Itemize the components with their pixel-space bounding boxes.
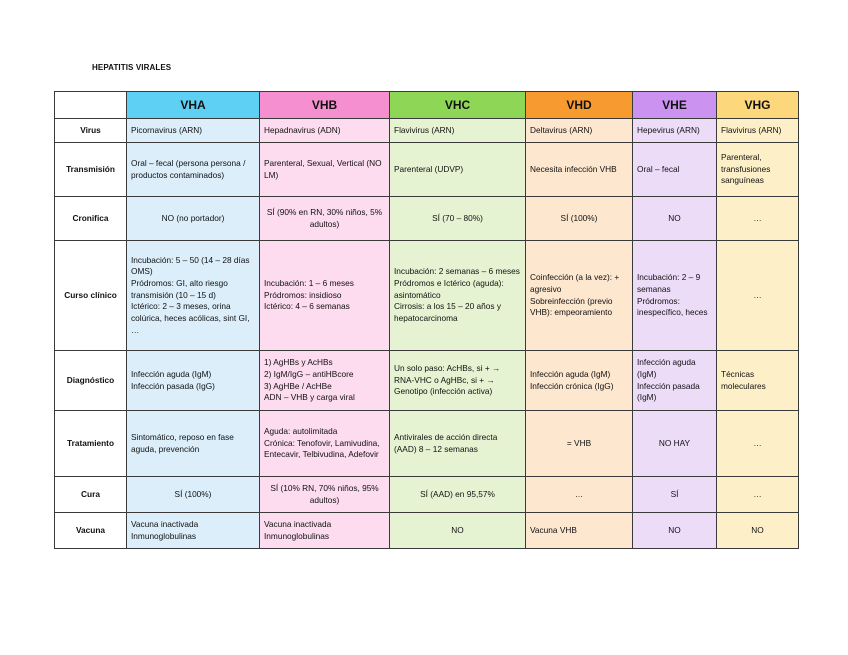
cell-line: Cirrosis: a los 15 – 20 años y hepatocarcinoma <box>394 301 501 323</box>
cell-line: Genotipo (infección activa) <box>394 386 493 397</box>
cell-transmision-vhc: Parenteral (UDVP) <box>390 143 526 197</box>
row-label-curso-clinico: Curso clínico <box>55 241 127 351</box>
row-label-cronifica: Cronifica <box>55 197 127 241</box>
cell-line: Sobreinfección (previo VHB): empeoramiento <box>530 295 613 318</box>
cell-line: Pródromos: insidioso <box>264 289 342 300</box>
cell-line: Incubación: 5 – 50 (14 – 28 días OMS) <box>131 254 250 277</box>
cell-virus-vhc: Flavivirus (ARN) <box>390 119 526 143</box>
cell-virus-vhd: Deltavirus (ARN) <box>526 119 633 143</box>
cell-tratamiento-vhc <box>390 411 526 477</box>
cell-line: Antivirales de acción directa (AAD) 8 – 12 semanas <box>394 431 498 454</box>
cell-vacuna-vhd <box>526 513 633 549</box>
cell-cura-vha: SÍ (100%) <box>127 477 260 513</box>
cell-line: NO <box>668 524 681 535</box>
row-diagnostico <box>55 351 799 411</box>
cell-line: 3) AgHBe / AcHBe <box>264 380 332 391</box>
cell-cura-vhe: SÍ <box>633 477 717 513</box>
cell-diagnostico-vha <box>127 351 260 411</box>
cell-vacuna-vhb <box>260 513 390 549</box>
cell-cronifica-vhg: … <box>717 197 799 241</box>
cell-line: Ictérico: 4 – 6 semanas <box>264 301 350 312</box>
cell-diagnostico-vhd <box>526 351 633 411</box>
header-vhd: VHD <box>526 92 633 119</box>
cell-cronifica-vhc: SÍ (70 – 80%) <box>390 197 526 241</box>
row-tratamiento <box>55 411 799 477</box>
header-vhb: VHB <box>260 92 390 119</box>
cell-cura-vhg: … <box>717 477 799 513</box>
row-cronifica <box>55 197 799 241</box>
cell-line: Inmunoglobulinas <box>131 530 197 541</box>
cell-line: Vacuna VHB <box>530 524 577 535</box>
cell-tratamiento-vhb <box>260 411 390 477</box>
cell-transmision-vhg: Parenteral, transfusiones sanguíneas <box>717 143 799 197</box>
cell-line: Vacuna inactivada <box>264 518 332 529</box>
row-curso-clinico <box>55 241 799 351</box>
cell-virus-vha: Picornavirus (ARN) <box>127 119 260 143</box>
cell-line: Infección crónica (IgG) <box>530 380 614 391</box>
cell-vacuna-vhc <box>390 513 526 549</box>
cell-vacuna-vhg <box>717 513 799 549</box>
cell-line: Infección pasada (IgM) <box>637 380 700 403</box>
row-vacuna <box>55 513 799 549</box>
cell-line: Ictérico: 2 – 3 meses, orina colúrica, heces acólicas, sint GI, … <box>131 301 250 335</box>
cell-vacuna-vhe <box>633 513 717 549</box>
cell-curso-clinico-vhe <box>633 241 717 351</box>
cell-diagnostico-vhc <box>390 351 526 411</box>
cell-cura-vhc: SÍ (AAD) en 95,57% <box>390 477 526 513</box>
cell-line: NO HAY <box>658 437 691 448</box>
row-label-cura: Cura <box>55 477 127 513</box>
cell-diagnostico-vhb <box>260 351 390 411</box>
cell-line: Incubación: 2 – 9 semanas <box>637 272 701 294</box>
cell-line: Infección aguda (IgM) <box>530 368 611 379</box>
cell-transmision-vhb: Parenteral, Sexual, Vertical (NO LM) <box>260 143 390 197</box>
cell-line: Pródromos: inespecífico, heces <box>637 295 708 318</box>
cell-vacuna-vha <box>127 513 260 549</box>
header-row <box>55 92 799 119</box>
row-cura <box>55 477 799 513</box>
cell-line: Coinfección (a la vez): + agresivo <box>530 272 620 294</box>
cell-cura-vhd: … <box>526 477 633 513</box>
cell-line: NO <box>451 524 464 535</box>
cell-cronifica-vha: NO (no portador) <box>127 197 260 241</box>
row-label-virus: Virus <box>55 119 127 143</box>
cell-diagnostico-vhg <box>717 351 799 411</box>
header-vhg: VHG <box>717 92 799 119</box>
cell-line: Incubación: 2 semanas – 6 meses <box>394 266 520 277</box>
cell-curso-clinico-vhd <box>526 241 633 351</box>
cell-line: … <box>753 437 762 448</box>
cell-line: Infección aguda (IgM) <box>131 368 212 379</box>
hepatitis-table <box>54 91 799 549</box>
cell-tratamiento-vha <box>127 411 260 477</box>
cell-cronifica-vhb: SÍ (90% en RN, 30% niños, 5% adultos) <box>260 197 390 241</box>
row-transmision <box>55 143 799 197</box>
row-label-vacuna: Vacuna <box>55 513 127 549</box>
cell-line: Aguda: autolimitada <box>264 426 338 437</box>
cell-line: Infección aguda (IgM) <box>637 357 696 379</box>
cell-curso-clinico-vhg <box>717 241 799 351</box>
cell-line: = VHB <box>566 437 592 448</box>
cell-virus-vhg: Flavivirus (ARN) <box>717 119 799 143</box>
cell-line: Pródromos e Ictérico (aguda): asintomático <box>394 278 504 300</box>
header-vha: VHA <box>127 92 260 119</box>
cell-line: Inmunoglobulinas <box>264 530 330 541</box>
cell-tratamiento-vhd <box>526 411 633 477</box>
cell-transmision-vhe: Oral – fecal <box>633 143 717 197</box>
header-vhc: VHC <box>390 92 526 119</box>
document-title: HEPATITIS VIRALES <box>92 63 172 72</box>
cell-diagnostico-vhe <box>633 351 717 411</box>
cell-curso-clinico-vhb <box>260 241 390 351</box>
header-vhe: VHE <box>633 92 717 119</box>
cell-transmision-vhd: Necesita infección VHB <box>526 143 633 197</box>
cell-line: 1) AgHBs y AcHBs <box>264 357 333 368</box>
cell-line: Sintomático, reposo en fase aguda, prevención <box>131 431 234 454</box>
row-label-diagnostico: Diagnóstico <box>55 351 127 411</box>
cell-line: Crónica: Tenofovir, Lamivudina, Entecavir, Telbivudina, Adefovir <box>264 437 380 460</box>
cell-line: Vacuna inactivada <box>131 518 199 529</box>
cell-virus-vhe: Hepevirus (ARN) <box>633 119 717 143</box>
row-label-tratamiento: Tratamiento <box>55 411 127 477</box>
cell-curso-clinico-vha <box>127 241 260 351</box>
cell-tratamiento-vhg <box>717 411 799 477</box>
cell-cronifica-vhe: NO <box>633 197 717 241</box>
cell-line: 2) IgM/IgG – antiHBcore <box>264 368 354 379</box>
cell-transmision-vha: Oral – fecal (persona persona / productos contaminados) <box>127 143 260 197</box>
cell-line: Infección pasada (IgG) <box>131 380 215 391</box>
cell-line: … <box>753 289 762 300</box>
header-corner <box>55 92 127 119</box>
cell-cronifica-vhd: SÍ (100%) <box>526 197 633 241</box>
cell-curso-clinico-vhc <box>390 241 526 351</box>
cell-line: NO <box>751 524 764 535</box>
cell-cura-vhb: SÍ (10% RN, 70% niños, 95% adultos) <box>260 477 390 513</box>
row-label-transmision: Transmisión <box>55 143 127 197</box>
cell-line: Técnicas moleculares <box>721 368 766 391</box>
cell-virus-vhb: Hepadnavirus (ADN) <box>260 119 390 143</box>
cell-line: Un solo paso: AcHBs, si + → <box>394 363 501 374</box>
cell-line: ADN – VHB y carga viral <box>264 392 355 403</box>
cell-line: Incubación: 1 – 6 meses <box>264 278 354 289</box>
cell-line: Pródromos: GI, alto riesgo transmisión (10 – 15 d) <box>131 278 228 300</box>
cell-line: RNA-VHC o AgHBc, si + → <box>394 374 495 385</box>
cell-tratamiento-vhe <box>633 411 717 477</box>
row-virus <box>55 119 799 143</box>
